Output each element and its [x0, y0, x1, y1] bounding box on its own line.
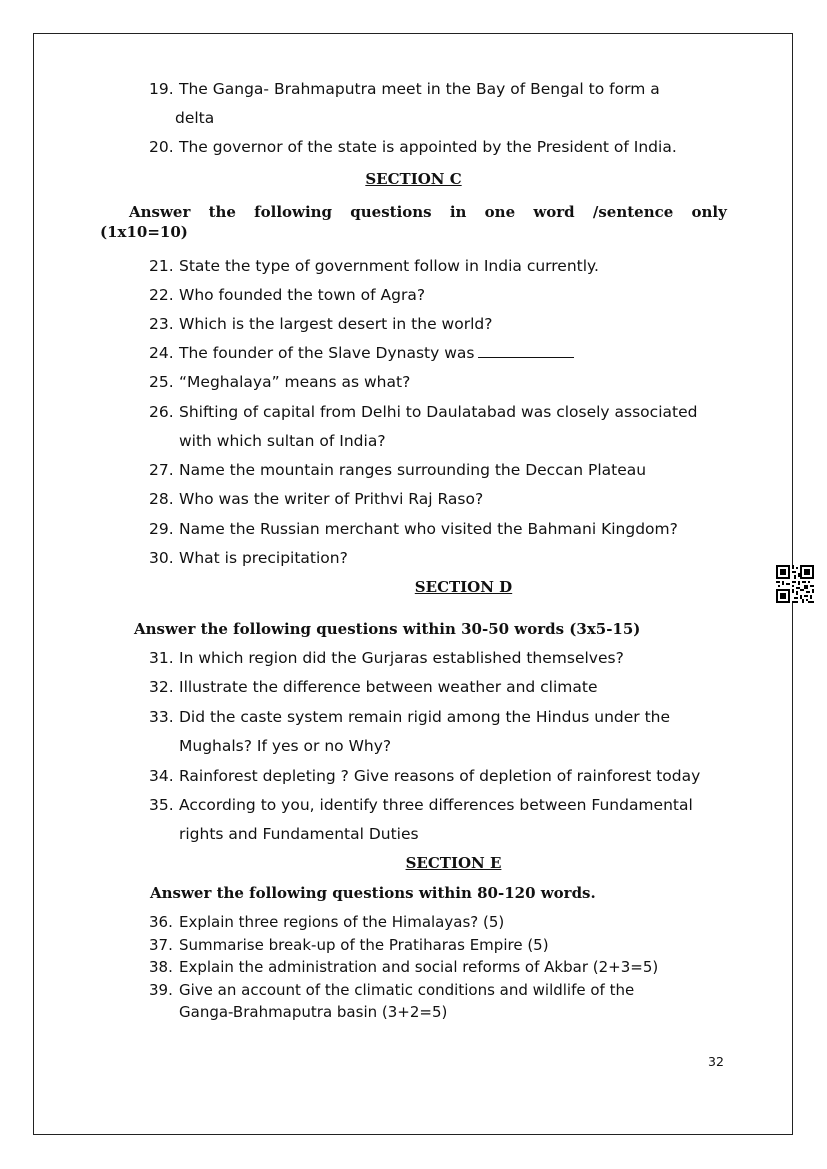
- question-number: 24.: [149, 344, 174, 362]
- question-27: [149, 460, 646, 480]
- question-number: 26.: [149, 403, 174, 421]
- section-c-heading: SECTION C: [365, 170, 462, 188]
- question-number: 29.: [149, 520, 174, 538]
- question-26-continuation: with which sultan of India?: [179, 432, 386, 450]
- section-d-instruction: Answer the following questions within 30-50 words (3x5-15): [134, 620, 641, 638]
- question-number: 36.: [149, 913, 173, 931]
- question-21: [149, 256, 599, 276]
- question-24: [149, 343, 574, 363]
- question-number: 38.: [149, 958, 173, 976]
- question-text: Did the caste system remain rigid among the Hindus under the: [179, 708, 671, 726]
- question-text: Rainforest depleting ? Give reasons of depletion of rainforest today: [179, 767, 701, 785]
- question-33: [149, 707, 670, 727]
- question-text: According to you, identify three differences between Fundamental: [179, 796, 693, 814]
- question-19-continuation: delta: [175, 109, 215, 127]
- question-number: 27.: [149, 461, 174, 479]
- question-28: [149, 489, 483, 509]
- answer-blank: [478, 343, 574, 358]
- question-39-continuation: Ganga-Brahmaputra basin (3+2=5): [179, 1003, 448, 1021]
- question-text: What is precipitation?: [179, 549, 348, 567]
- question-text: Shifting of capital from Delhi to Daulatabad was closely associated: [179, 403, 698, 421]
- question-32: [149, 677, 598, 697]
- question-text: Explain three regions of the Himalayas? (5): [179, 913, 505, 931]
- question-text: Name the mountain ranges surrounding the Deccan Plateau: [179, 461, 647, 479]
- question-25: [149, 372, 410, 392]
- question-number: 30.: [149, 549, 174, 567]
- question-35-continuation: rights and Fundamental Duties: [179, 825, 419, 843]
- question-number: 23.: [149, 315, 174, 333]
- question-37: [149, 935, 549, 955]
- question-20: [149, 137, 677, 157]
- question-text: The Ganga- Brahmaputra meet in the Bay of Bengal to form a: [179, 80, 660, 98]
- question-number: 20.: [149, 138, 174, 156]
- question-31: [149, 648, 624, 668]
- question-number: 21.: [149, 257, 174, 275]
- question-text: Who founded the town of Agra?: [179, 286, 426, 304]
- question-text: Name the Russian merchant who visited the Bahmani Kingdom?: [179, 520, 678, 538]
- question-number: 19.: [149, 80, 174, 98]
- question-number: 28.: [149, 490, 174, 508]
- question-number: 32.: [149, 678, 174, 696]
- question-38: [149, 957, 658, 977]
- question-number: 22.: [149, 286, 174, 304]
- question-text: Explain the administration and social reforms of Akbar (2+3=5): [179, 958, 659, 976]
- question-text: In which region did the Gurjaras established themselves?: [179, 649, 624, 667]
- question-number: 31.: [149, 649, 174, 667]
- question-35: [149, 795, 693, 815]
- question-number: 33.: [149, 708, 174, 726]
- question-number: 39.: [149, 981, 173, 999]
- page-number: 32: [708, 1054, 724, 1069]
- question-text: The governor of the state is appointed by the President of India.: [179, 138, 677, 156]
- question-19: [149, 79, 727, 99]
- question-36: [149, 912, 504, 932]
- question-34: [149, 766, 700, 786]
- section-e-heading: SECTION E: [405, 854, 502, 872]
- question-23: [149, 314, 492, 334]
- question-text: Illustrate the difference between weather and climate: [179, 678, 598, 696]
- section-d-heading: SECTION D: [414, 578, 513, 596]
- question-22: [149, 285, 425, 305]
- question-39: [149, 980, 634, 1000]
- question-text: Summarise break-up of the Pratiharas Empire (5): [179, 936, 549, 954]
- section-c-marks: (1x10=10): [100, 223, 188, 241]
- question-number: 25.: [149, 373, 174, 391]
- question-text: State the type of government follow in India currently.: [179, 257, 599, 275]
- section-c-instruction: [100, 203, 726, 241]
- question-text: The founder of the Slave Dynasty was: [179, 344, 475, 362]
- question-29: [149, 519, 678, 539]
- question-number: 35.: [149, 796, 174, 814]
- question-text: Who was the writer of Prithvi Raj Raso?: [179, 490, 484, 508]
- section-c-instruction-line1: Answer the following questions in one word /sentence only: [129, 203, 727, 221]
- question-30: [149, 548, 348, 568]
- question-number: 37.: [149, 936, 173, 954]
- question-text: “Meghalaya” means as what?: [179, 373, 411, 391]
- question-33-continuation: Mughals? If yes or no Why?: [179, 737, 392, 755]
- question-26: [149, 402, 697, 422]
- question-text: Which is the largest desert in the world?: [179, 315, 493, 333]
- section-e-instruction: Answer the following questions within 80-120 words.: [150, 884, 596, 902]
- question-text: Give an account of the climatic conditions and wildlife of the: [179, 981, 635, 999]
- question-number: 34.: [149, 767, 174, 785]
